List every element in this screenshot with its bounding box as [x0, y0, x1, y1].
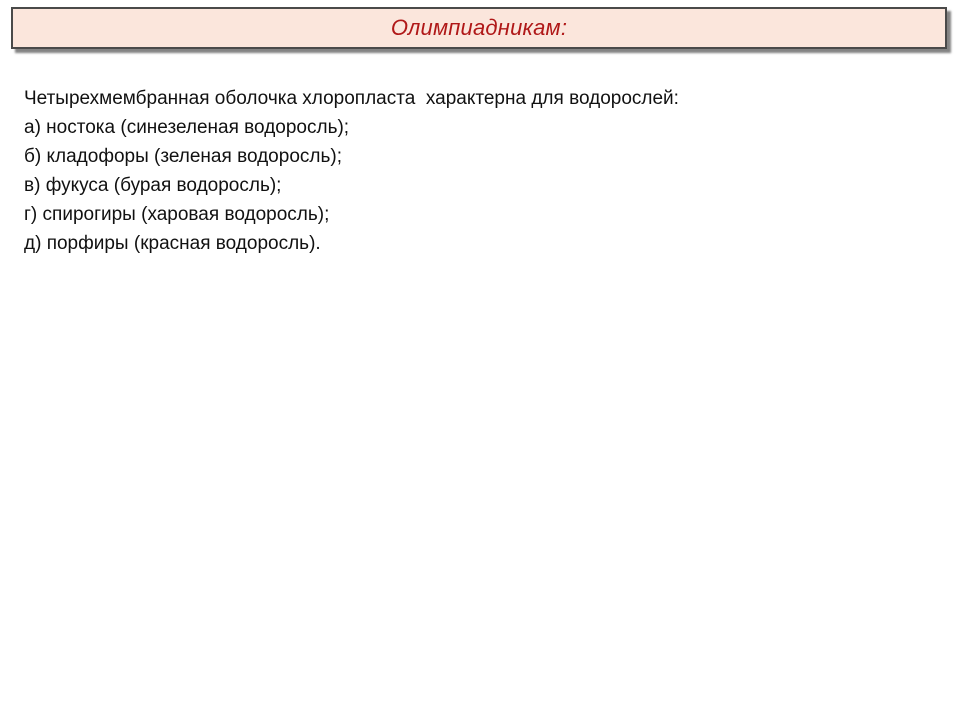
option-b: б) кладофоры (зеленая водоросль); — [24, 146, 342, 167]
option-g: г) спирогиры (харовая водоросль); — [24, 204, 330, 225]
option-a: а) ностока (синезеленая водоросль); — [24, 117, 350, 138]
option-d: д) порфиры (красная водоросль). — [24, 233, 321, 254]
title-banner — [11, 7, 947, 49]
slide-title: Олимпиадникам: — [390, 15, 568, 40]
option-v: в) фукуса (бурая водоросль); — [24, 175, 282, 196]
question-text: Четырехмембранная оболочка хлоропласта характерна для водорослей: — [24, 88, 679, 109]
answer-options — [24, 113, 944, 258]
slide-content — [24, 84, 944, 258]
